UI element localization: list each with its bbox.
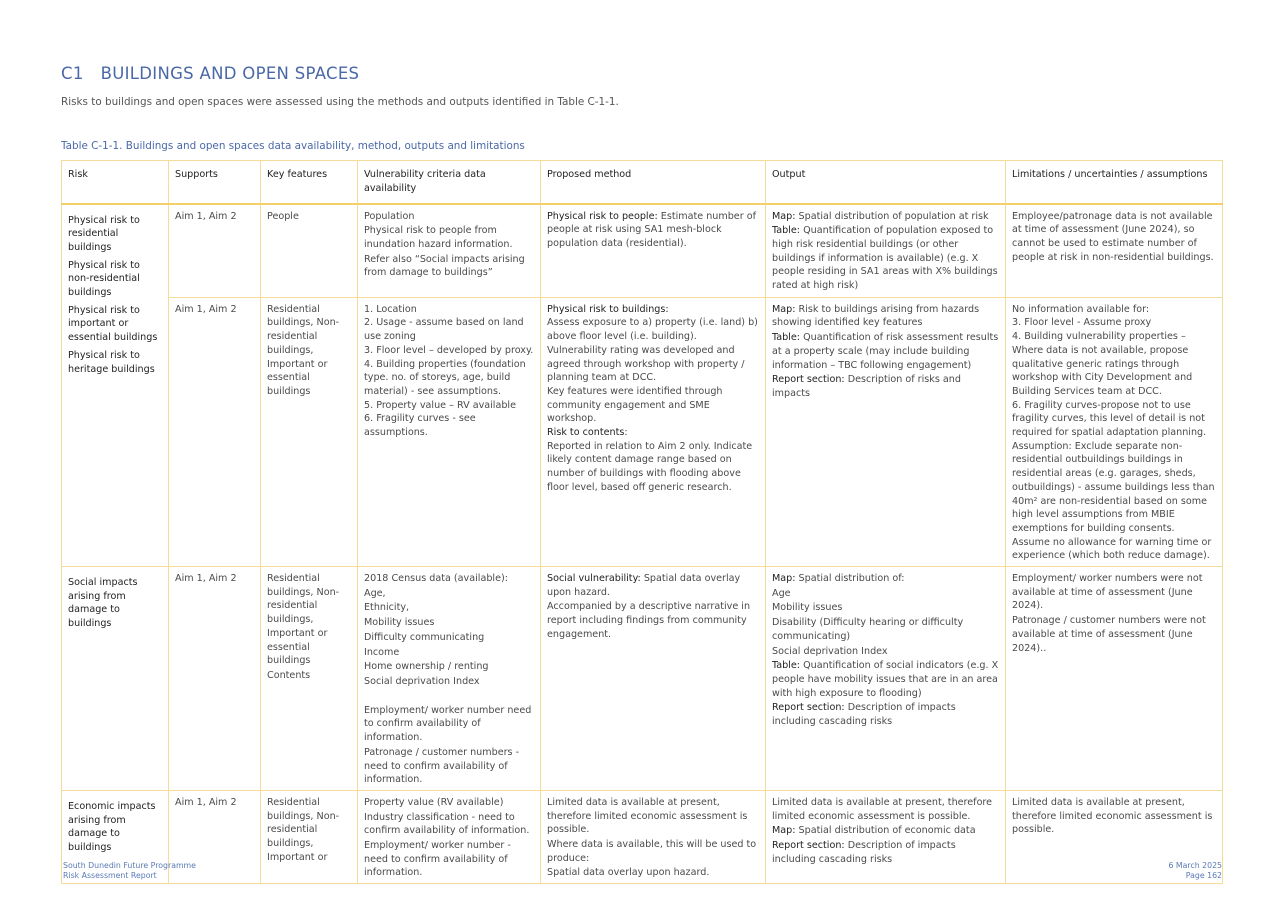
table-caption: Table C-1-1. Buildings and open spaces data availability, method, outputs and limitations [61, 140, 525, 152]
key-features-cell: Residential buildings, Non-residential buildings, Important or [261, 790, 358, 883]
vulnerability-cell: Population Physical risk to people from inundation hazard information. Refer also “Social impacts arising from damage to buildings” [358, 204, 541, 298]
vulnerability-cell: Property value (RV available) Industry classification - need to confirm availability of information. Employment/ worker number - need to confirm availability of information. [358, 790, 541, 883]
table-row [62, 567, 1223, 791]
table-header-row [62, 161, 1223, 204]
table-row [62, 297, 1223, 566]
section-heading [61, 64, 359, 83]
key-features-cell: People [261, 204, 358, 298]
risk-cell-economic: Economic impacts arising from damage to buildings [62, 790, 169, 883]
method-cell: Limited data is available at present, therefore limited economic assessment is possible. Where data is available, this will be used to produce: Spatial data overlay upon hazard. [541, 790, 766, 883]
limitations-cell: Employee/patronage data is not available at time of assessment (June 2024), so cannot be used to estimate number of people at risk in non-residential buildings. [1006, 204, 1223, 298]
vulnerability-cell: 1. Location 2. Usage - assume based on land use zoning 3. Floor level – developed by proxy. 4. Building properties (foundation type. no. of storeys, age, build material) - see assumptions. 5. Property value – RV available 6. Fragility curves - see assumptions. [358, 297, 541, 566]
supports-cell: Aim 1, Aim 2 [169, 204, 261, 298]
output-cell: Limited data is available at present, therefore limited economic assessment is possible. Map: Spatial distribution of economic data Report section: Description of impacts including cascading risks [766, 790, 1006, 883]
page-number: Page 162 [1185, 870, 1222, 880]
header-risk: Risk [62, 161, 169, 204]
output-cell: Map: Risk to buildings arising from hazards showing identified key features Table: Quantification of risk assessment results at a property scale (may include building information – TBC following engagement) Report section: Description of risks and impacts [766, 297, 1006, 566]
supports-cell: Aim 1, Aim 2 [169, 297, 261, 566]
header-vulnerability: Vulnerability criteria data availability [358, 161, 541, 204]
risk-cell-social: Social impacts arising from damage to buildings [62, 567, 169, 791]
header-key-features: Key features [261, 161, 358, 204]
footer-programme: South Dunedin Future Programme [63, 861, 196, 870]
limitations-cell: Limited data is available at present, therefore limited economic assessment is possible. [1006, 790, 1223, 883]
key-features-cell: Residential buildings, Non-residential buildings, Important or essential buildings Contents [261, 567, 358, 791]
vulnerability-cell: 2018 Census data (available): Age, Ethnicity, Mobility issues Difficulty communicating Income Home ownership / renting Social deprivation Index Employment/ worker number need to confirm availability of information. Patronage / customer numbers - need to confirm availability of information. [358, 567, 541, 791]
risk-table [61, 160, 1223, 884]
footer-report: Risk Assessment Report [63, 870, 157, 880]
key-features-cell: Residential buildings, Non-residential buildings, Important or essential buildings [261, 297, 358, 566]
footer-left [63, 861, 196, 880]
output-cell: Map: Spatial distribution of population at risk Table: Quantification of population exposed to high risk residential buildings (or other buildings if information is available) (e.g. X people residing in SA1 areas with X% buildings rated at high risk) [766, 204, 1006, 298]
intro-text: Risks to buildings and open spaces were assessed using the methods and outputs identified in Table C-1-1. [61, 96, 619, 108]
header-supports: Supports [169, 161, 261, 204]
footer-date: 6 March 2025 [1168, 861, 1222, 870]
method-cell: Physical risk to buildings: Assess exposure to a) property (i.e. land) b) above floor level (i.e. building). Vulnerability rating was developed and agreed through workshop with property / planning team at DCC. Key features were identified through community engagement and SME workshop. Risk to contents: Reported in relation to Aim 2 only. Indicate likely content damage range based on number of buildings with flooding above floor level, based off generic research. [541, 297, 766, 566]
risk-cell-physical: Physical risk to residential buildings Physical risk to non-residential buildings Physical risk to important or essential buildings Physical risk to heritage buildings [62, 204, 169, 567]
header-limitations: Limitations / uncertainties / assumptions [1006, 161, 1223, 204]
supports-cell: Aim 1, Aim 2 [169, 567, 261, 791]
method-cell: Social vulnerability: Spatial data overlay upon hazard. Accompanied by a descriptive narrative in report including findings from community engagement. [541, 567, 766, 791]
output-cell: Map: Spatial distribution of: Age Mobility issues Disability (Difficulty hearing or difficulty communicating) Social deprivation Index Table: Quantification of social indicators (e.g. X people have mobility issues that are in an area with high exposure to flooding) Report section: Description of impacts including cascading risks [766, 567, 1006, 791]
table-row [62, 790, 1223, 883]
limitations-cell: Employment/ worker numbers were not available at time of assessment (June 2024). Patronage / customer numbers were not available at time of assessment (June 2024).. [1006, 567, 1223, 791]
supports-cell: Aim 1, Aim 2 [169, 790, 261, 883]
section-title: BUILDINGS AND OPEN SPACES [100, 64, 360, 83]
table-row [62, 204, 1223, 298]
section-number: C1 [61, 64, 84, 83]
method-cell: Physical risk to people: Estimate number of people at risk using SA1 mesh-block population data (residential). [541, 204, 766, 298]
footer-right [1168, 861, 1222, 880]
limitations-cell: No information available for: 3. Floor level - Assume proxy 4. Building vulnerability properties – Where data is not available, propose qualitative generic ratings through workshop with City Development and Building Services team at DCC. 6. Fragility curves-propose not to use fragility curves, this level of detail is not required for spatial adaptation planning. Assumption: Exclude separate non-residential outbuildings buildings in residential areas (e.g. garages, sheds, outbuildings) - assume buildings less than 40m² are non-residential based on some high level assumptions from MBIE exemptions for building consents. Assume no allowance for warning time or experience (which both reduce damage). [1006, 297, 1223, 566]
header-output: Output [766, 161, 1006, 204]
header-method: Proposed method [541, 161, 766, 204]
